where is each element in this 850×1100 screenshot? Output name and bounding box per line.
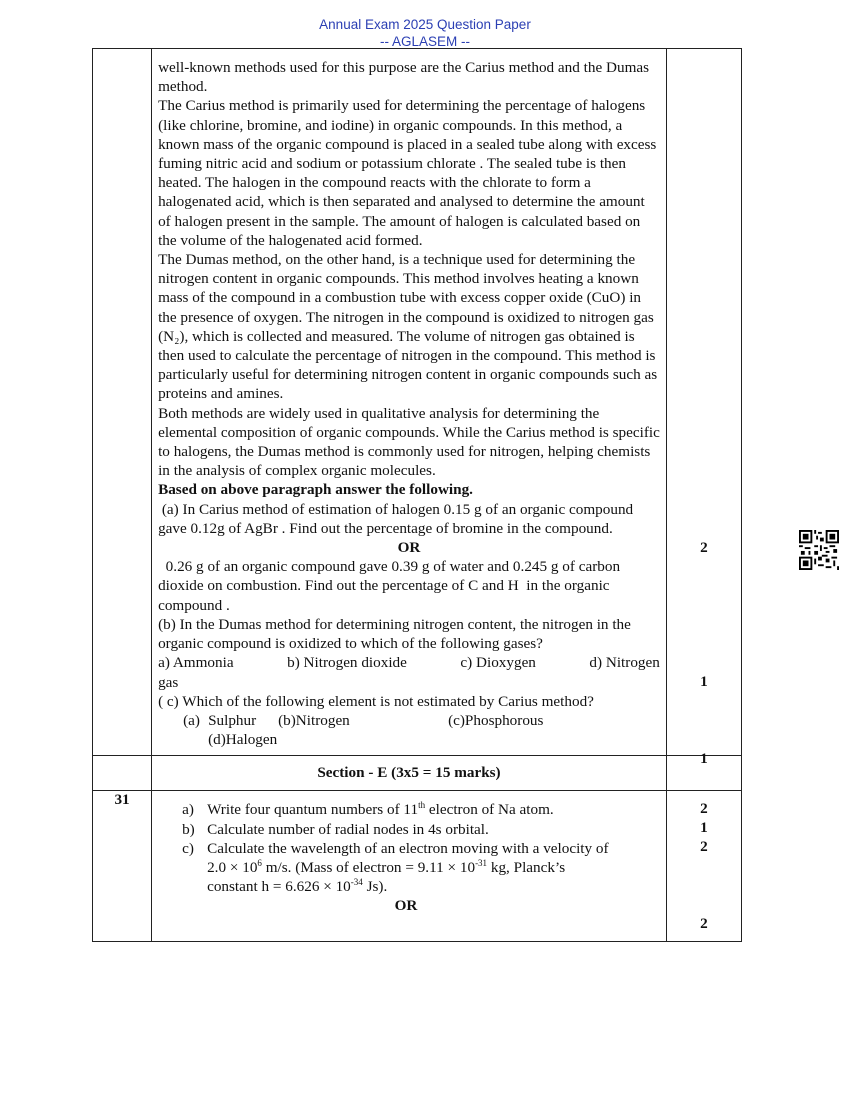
- option: d) Nitrogen: [589, 654, 660, 672]
- option: (c)Phosphorous: [448, 711, 544, 729]
- instruction: Based on above paragraph answer the following.: [158, 481, 473, 499]
- question-table: [92, 48, 742, 942]
- marks-value: 2: [700, 800, 708, 818]
- question-31-row: [93, 791, 742, 941]
- option: Sulphur: [208, 711, 257, 729]
- option: b) Nitrogen dioxide: [287, 654, 407, 672]
- marks-cell: [666, 791, 741, 941]
- qr-code-icon: [799, 530, 839, 570]
- question-c-options: [158, 711, 660, 749]
- or-label: OR: [394, 897, 418, 915]
- header-source: -- AGLASEM --: [379, 34, 470, 49]
- question-c: ( c) Which of the following element is not estimated by Carius method?: [158, 692, 594, 710]
- option-wrap: gas: [158, 673, 179, 691]
- question-a-alternative: 0.26 g of an organic compound gave 0.39 g of water and 0.245 g of carbon dioxide on combustion. Find out the percentage of C and H in the organic compound .: [158, 558, 624, 614]
- subquestion-b: b) Calculate number of radial nodes in 4s orbital.: [182, 820, 489, 838]
- case-study-row: [93, 49, 742, 756]
- passage-paragraph: Both methods are widely used in qualitative analysis for determining the elemental composition of organic compounds. While the Carius method is specific to halogens, the Dumas method is commonly used for nitrogen, helping chemists in the analysis of complex organic molecules.: [158, 404, 660, 480]
- option: c) Dioxygen: [460, 654, 536, 672]
- or-label: OR: [397, 539, 421, 557]
- header-title: Annual Exam 2025 Question Paper: [319, 17, 531, 32]
- subquestion-a: a) Write four quantum numbers of 11th electron of Na atom.: [182, 800, 554, 819]
- section-header-row: [93, 756, 742, 791]
- marks-value: 1: [700, 750, 708, 767]
- question-text-cell: [152, 791, 667, 941]
- question-text-cell: [152, 49, 667, 756]
- question-b-options: [158, 653, 660, 672]
- marks-value: 1: [700, 819, 708, 837]
- marks-value: 2: [700, 838, 708, 856]
- option: (d)Halogen: [208, 731, 278, 749]
- question-number: 31: [93, 791, 152, 941]
- subquestion-c: c) Calculate the wavelength of an electron moving with a velocity of $2.0 \times 10^6$ m/s. (Mass of electron = $9.11 \times 10^{-31}$ kg, Planck’s constant $h = 6.626 \times 10^{-34}$ Js).: [182, 839, 609, 896]
- marks-value: 2: [700, 915, 708, 933]
- option-label: (a): [183, 711, 200, 729]
- passage-paragraph: The Carius method is primarily used for determining the percentage of halogens (like chlorine, bromine, and iodine) in organic compounds. In this method, a known mass of the organic compound is placed in a sealed tube along with excess fuming nitric acid and sodium or potassium chlorate . The sealed tube is then heated. The halogen in the compound reacts with the chlorate to form a halogenated acid, which is then separated and analysed to determine the amount of halogen present in the sample. The amount of halogen is calculated based on the volume of the halogenated acid formed.: [158, 97, 657, 249]
- option: (b)Nitrogen: [278, 711, 350, 729]
- page-header: [0, 16, 850, 50]
- question-number-cell: [93, 49, 152, 756]
- marks-cell: [666, 49, 741, 767]
- question-b: (b) In the Dumas method for determining nitrogen content, the nitrogen in the organic compound is oxidized to which of the following gases?: [158, 615, 631, 653]
- question-a: (a) In Carius method of estimation of halogen 0.15 g of an organic compound gave 0.12g of AgBr . Find out the percentage of bromine in the compound.: [158, 500, 637, 537]
- passage-paragraph: The Dumas method, on the other hand, is a technique used for determining the nitrogen content in organic compounds. This method involves heating a known mass of the compound in a combustion tube with excess copper oxide (CuO) in the presence of oxygen. The nitrogen in the compound is oxidized to nitrogen gas (N₂), which is collected and measured. The volume of nitrogen gas obtained is then used to calculate the percentage of nitrogen in the compound. This method is particularly useful for determining nitrogen content in organic compounds such as proteins and amines.: [158, 251, 658, 403]
- marks-value: 1: [700, 673, 708, 690]
- passage-paragraph: well-known methods used for this purpose are the Carius method and the Dumas method.: [158, 59, 650, 96]
- section-title: Section - E (3x5 = 15 marks): [152, 756, 667, 791]
- option: a) Ammonia: [158, 654, 234, 672]
- marks-value: 2: [700, 539, 708, 556]
